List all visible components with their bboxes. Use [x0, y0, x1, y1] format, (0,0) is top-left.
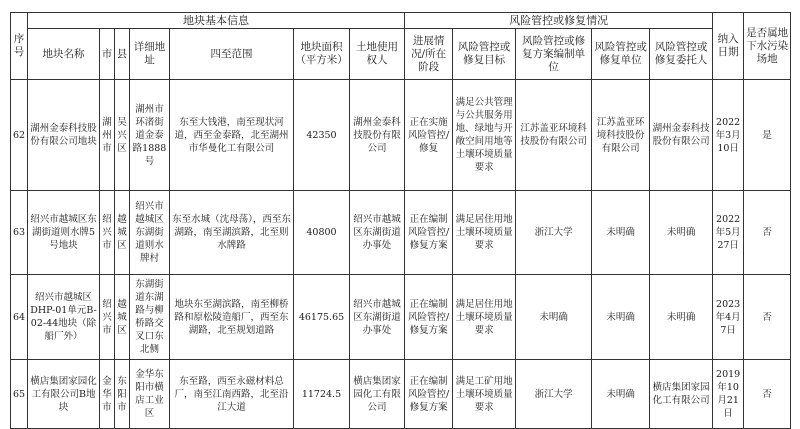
cell-area: 11724.5: [294, 360, 350, 429]
cell-address: 金华东阳市横店工业区: [130, 360, 170, 429]
cell-owner: 湖州金泰科技股份有限公司: [350, 80, 405, 191]
cell-seq: 63: [11, 191, 28, 275]
cell-plan-unit: 未明确: [516, 275, 592, 360]
cell-bounds: 东至大钱港，南至现状河道，西至金泰路，北至湖州市华曼化工有限公司: [170, 80, 294, 191]
header-client: 风险管控或修复委托人: [650, 29, 713, 80]
cell-name: 横店集团家园化工有限公司B地块: [28, 360, 100, 429]
header-plan-unit: 风险管控或修复方案编制单位: [516, 29, 592, 80]
cell-plan-unit: 江苏盖亚环境科技股份有限公司: [516, 80, 592, 191]
cell-address: 东湖街道东湖路与柳桥路交叉口东北侧: [130, 275, 170, 360]
cell-date: 2022年5月27日: [713, 191, 744, 275]
cell-groundwater: 否: [744, 360, 791, 429]
cell-groundwater: 是: [744, 80, 791, 191]
table-container: [10, 12, 790, 429]
cell-progress: 正在编制风险管控/修复方案: [405, 360, 453, 429]
cell-area: 42350: [294, 80, 350, 191]
table-row: [11, 360, 791, 429]
cell-address: 绍兴市越城区东湖街道则水牌村: [130, 191, 170, 275]
cell-groundwater: 否: [744, 191, 791, 275]
cell-date: 2023年4月7日: [713, 275, 744, 360]
header-date: 纳入日期: [713, 13, 744, 80]
cell-bounds: 地块东至湖滨路，南至柳桥路和原松陵造船厂，西至东湖路，北至规划道路: [170, 275, 294, 360]
header-name: 地块名称: [28, 29, 100, 80]
cell-progress: 正在编制风险管控/修复方案: [405, 275, 453, 360]
cell-groundwater: 否: [744, 275, 791, 360]
cell-repair-unit: 未明确: [592, 191, 650, 275]
cell-owner: 横店集团家园化工有限公司: [350, 360, 405, 429]
cell-address: 湖州市环渚街道金泰路1888号: [130, 80, 170, 191]
header-seq: 序号: [11, 13, 28, 80]
header-county: 县: [115, 29, 130, 80]
header-city: 市: [100, 29, 115, 80]
table-row: [11, 275, 791, 360]
header-repair-unit: 风险管控或修复单位: [592, 29, 650, 80]
header-address: 详细地址: [130, 29, 170, 80]
cell-owner: 绍兴市越城区东湖街道办事处: [350, 275, 405, 360]
cell-client: 湖州金泰科技股份有限公司: [650, 80, 713, 191]
cell-repair-unit: 江苏盖亚环境科技股份有限公司: [592, 80, 650, 191]
cell-city: 金华市: [100, 360, 115, 429]
cell-name: 绍兴市越城区东湖街道则水牌5号地块: [28, 191, 100, 275]
header-owner: 土地使用权人: [350, 29, 405, 80]
table-row: [11, 191, 791, 275]
cell-plan-unit: 浙江大学: [516, 191, 592, 275]
cell-client: 未明确: [650, 191, 713, 275]
cell-target: 满足公共管理与公共服务用地、绿地与开敞空间用地等土壤环境质量要求: [453, 80, 516, 191]
cell-name: 湖州金泰科技股份有限公司地块: [28, 80, 100, 191]
cell-client: 未明确: [650, 275, 713, 360]
contaminated-sites-table: [10, 12, 791, 429]
cell-seq: 64: [11, 275, 28, 360]
group-risk-control: 风险管控或修复情况: [405, 13, 713, 29]
cell-repair-unit: 未明确: [592, 360, 650, 429]
cell-name: 绍兴市越城区DHP-01单元B-02-44地块（除船厂外）: [28, 275, 100, 360]
cell-owner: 绍兴市越城区东湖街道办事处: [350, 191, 405, 275]
cell-bounds: 东至路，西至永磁材料总厂，南至江南西路，北至沿江大道: [170, 360, 294, 429]
cell-date: 2019年10月21日: [713, 360, 744, 429]
cell-date: 2022年3月10日: [713, 80, 744, 191]
cell-bounds: 东至水城（沈母荡），西至东湖路，南至湖滨路，北至则水牌路: [170, 191, 294, 275]
group-basic-info: 地块基本信息: [28, 13, 405, 29]
cell-target: 满足工矿用地土壤环境质量要求: [453, 360, 516, 429]
cell-area: 40800: [294, 191, 350, 275]
cell-area: 46175.65: [294, 275, 350, 360]
header-target: 风险管控或修复目标: [453, 29, 516, 80]
cell-progress: 正在编制风险管控/修复方案: [405, 191, 453, 275]
cell-progress: 正在实施风险管控/修复: [405, 80, 453, 191]
cell-county: 吴兴区: [115, 80, 130, 191]
cell-county: 越城区: [115, 191, 130, 275]
column-header-row: [11, 29, 791, 80]
cell-seq: 65: [11, 360, 28, 429]
cell-city: 绍兴市: [100, 275, 115, 360]
cell-county: 东阳市: [115, 360, 130, 429]
cell-city: 湖州市: [100, 80, 115, 191]
cell-plan-unit: 浙江大学: [516, 360, 592, 429]
group-header-row: [11, 13, 791, 29]
cell-client: 横店集团家园化工有限公司: [650, 360, 713, 429]
cell-city: 绍兴市: [100, 191, 115, 275]
cell-seq: 62: [11, 80, 28, 191]
header-groundwater: 是否属地下水污染场地: [744, 13, 791, 80]
cell-target: 满足居住用地土壤环境质量要求: [453, 275, 516, 360]
header-progress: 进展情况/所在阶段: [405, 29, 453, 80]
cell-target: 满足居住用地土壤环境质量要求: [453, 191, 516, 275]
cell-county: 越城区: [115, 275, 130, 360]
header-area: 地块面积（平方米）: [294, 29, 350, 80]
header-bounds: 四至范围: [170, 29, 294, 80]
cell-repair-unit: 未明确: [592, 275, 650, 360]
table-row: [11, 80, 791, 191]
